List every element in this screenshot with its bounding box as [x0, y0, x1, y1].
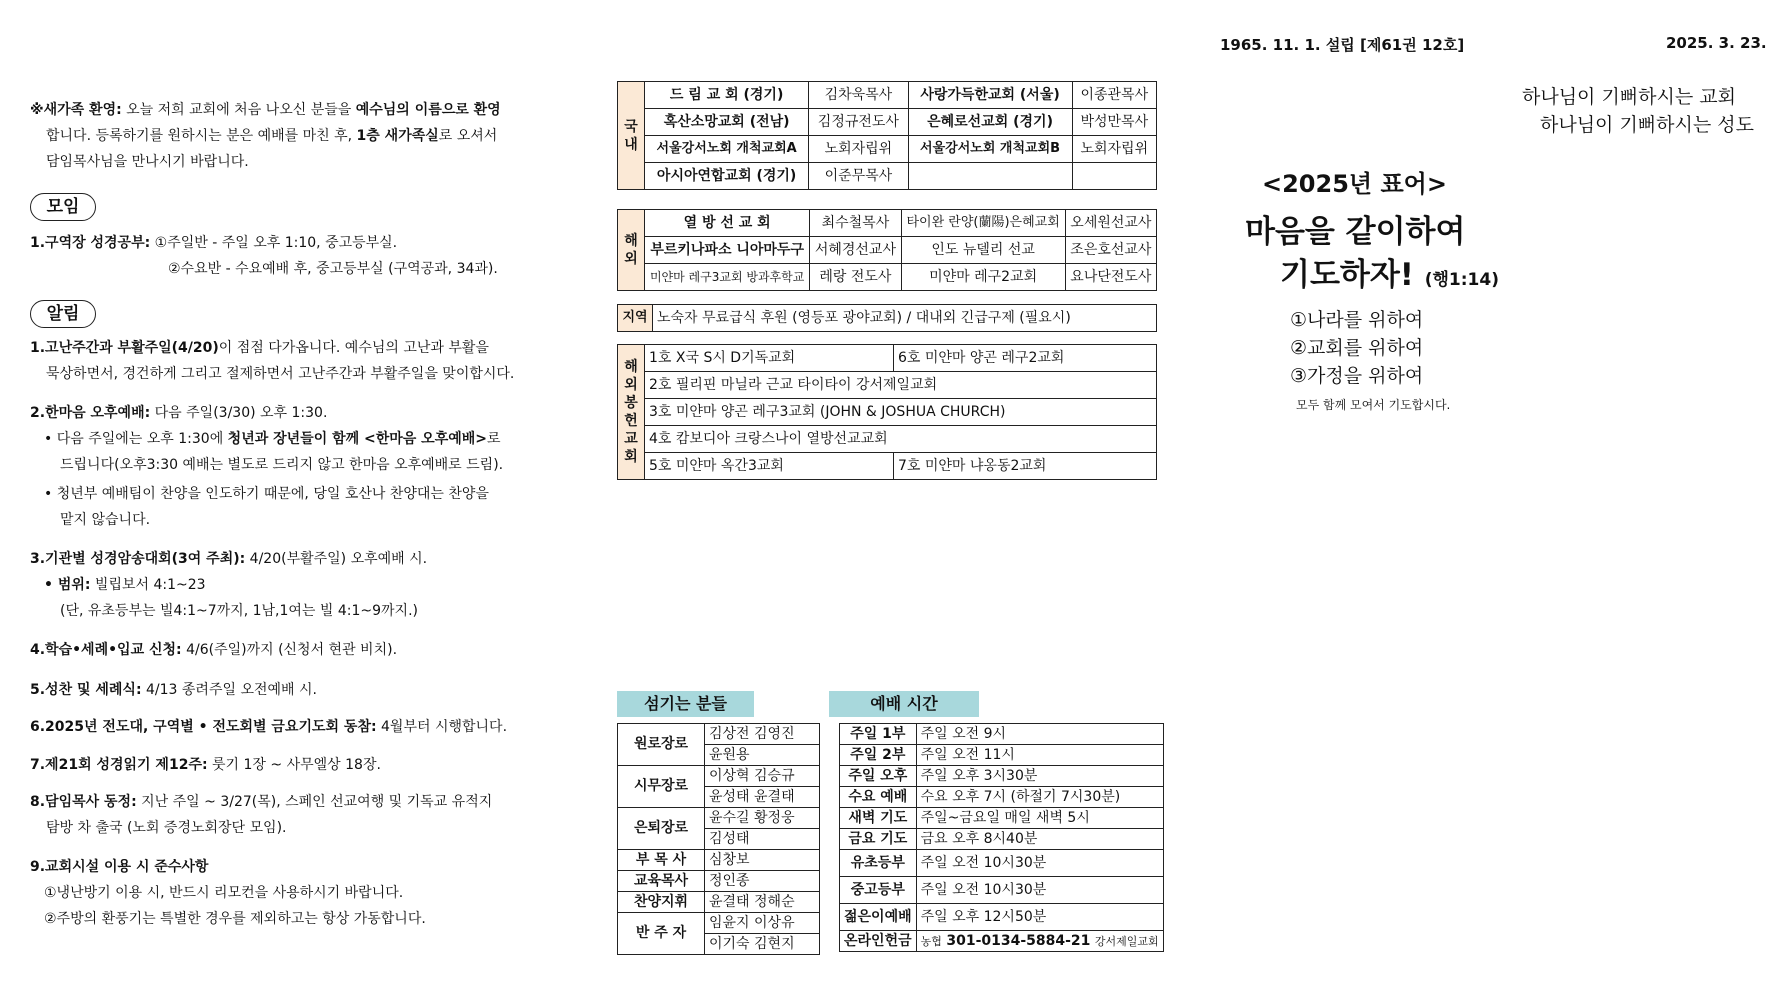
motto-line2: 하나님이 기뻐하시는 성도: [1540, 114, 1754, 136]
notice-3-bullet-line2: (단, 유초등부는 빌4:1~7까지, 1남,1여는 빌 4:1~9까지.): [60, 603, 418, 619]
offering-cell: 3호 미얀마 양곤 레구3교회 (JOHN & JOSHUA CHURCH): [645, 399, 1157, 426]
staff-names: 이상혁 김승규: [705, 766, 820, 787]
worship-time: 주일 오전 9시: [916, 724, 1163, 745]
notice-2-bullet2-line2: 맡지 않습니다.: [60, 512, 151, 528]
staff-names: 윤결태 정해순: [705, 892, 820, 913]
notice-2-bullet1: • 다음 주일에는 오후 1:30에 청년과 장년들이 함께 <한마음 오후예배>로: [44, 431, 501, 447]
notice-3-bullet: • 범위: 빌립보서 4:1~23: [44, 577, 206, 593]
overseas-missions-table: [617, 209, 1157, 291]
worship-time: 주일 오전 10시30분: [916, 850, 1163, 877]
mission-cell: 타이완 란양(蘭陽)은혜교회: [901, 210, 1065, 237]
staff-role: 은퇴장로: [618, 808, 705, 850]
mission-cell: 부르키나파소 니아마두구: [645, 237, 810, 264]
domestic-label: 국내: [618, 82, 645, 190]
notice-8-line2: 탐방 차 출국 (노회 증경노회장단 모임).: [46, 820, 287, 836]
mission-cell: [1072, 163, 1156, 190]
staff-names: 윤성태 윤결태: [705, 787, 820, 808]
staff-names: 심창보: [705, 850, 820, 871]
staff-role: 찬양지휘: [618, 892, 705, 913]
staff-title: 섬기는 분들: [617, 691, 754, 717]
offering-cell: 2호 필리핀 마닐라 근교 타이타이 강서제일교회: [645, 372, 1157, 399]
mission-cell: 드 림 교 회 (경기): [645, 82, 809, 109]
founding-info: 1965. 11. 1. 설립 [제61권 12호]: [1220, 36, 1465, 54]
notices-title: 알림: [30, 300, 96, 328]
staff-names: 정인종: [705, 871, 820, 892]
mission-cell: 혹산소망교회 (전남): [645, 109, 809, 136]
mission-cell: 오세원선교사: [1065, 210, 1156, 237]
worship-name: 수요 예배: [840, 787, 917, 808]
notice-9: 9.교회시설 이용 시 준수사항: [30, 859, 209, 875]
staff-names: 윤수길 황정웅: [705, 808, 820, 829]
worship-name: 젊은이예배: [840, 904, 917, 931]
offering-label: 해외봉헌교회: [618, 345, 645, 480]
prayer-1: ①나라를 위하여: [1290, 309, 1424, 331]
staff-names: 김상전 김영진: [705, 724, 820, 745]
notice-9-b: ②주방의 환풍기는 특별한 경우를 제외하고는 항상 가동합니다.: [44, 911, 426, 927]
worship-name: 새벽 기도: [840, 808, 917, 829]
worship-name: 중고등부: [840, 877, 917, 904]
notice-6: 6.2025년 전도대, 구역별 • 전도회별 금요기도회 동참: 4월부터 시행합니다.: [30, 719, 508, 735]
staff-role: 원로장로: [618, 724, 705, 766]
mission-cell: 사랑가득한교회 (서울): [908, 82, 1072, 109]
worship-table: [839, 723, 1164, 952]
mission-cell: 김차욱목사: [809, 82, 908, 109]
mission-cell: 조은호선교사: [1065, 237, 1156, 264]
offering-churches-table: [617, 344, 1157, 480]
year-motto-main1: 마음을 같이하여: [1245, 214, 1466, 250]
mission-cell: 레랑 전도사: [810, 264, 901, 291]
notice-7: 7.제21회 성경읽기 제12주: 룻기 1장 ~ 사무엘상 18장.: [30, 757, 381, 773]
welcome-line1: ※새가족 환영: 오늘 저희 교회에 처음 나오신 분들을 예수님의 이름으로 환영: [30, 102, 501, 118]
bulletin-date: 2025. 3. 23.: [1666, 34, 1767, 52]
online-offering-account: 농협 301-0134-5884-21 강서제일교회: [916, 931, 1163, 952]
worship-name: 주일 2부: [840, 745, 917, 766]
notice-1: 1.고난주간과 부활주일(4/20)이 점점 다가옵니다. 예수님의 고난과 부활을: [30, 340, 489, 356]
notice-5: 5.성찬 및 세례식: 4/13 종려주일 오전예배 시.: [30, 682, 317, 698]
staff-role: 반 주 자: [618, 913, 705, 955]
offering-cell: 7호 미얀마 냐옹동2교회: [894, 453, 1157, 480]
offering-cell: 6호 미얀마 양곤 레구2교회: [894, 345, 1157, 372]
mission-cell: [908, 163, 1072, 190]
worship-name: 주일 오후: [840, 766, 917, 787]
year-motto-title: <2025년 표어>: [1262, 170, 1447, 198]
prayer-note: 모두 함께 모여서 기도합시다.: [1296, 398, 1451, 412]
mission-cell: 열 방 선 교 회: [645, 210, 810, 237]
staff-role: 부 목 사: [618, 850, 705, 871]
notice-1-line2: 묵상하면서, 경건하게 그리고 절제하면서 고난주간과 부활주일을 맞이합시다.: [46, 366, 515, 382]
worship-time: 수요 오후 7시 (하절기 7시30분): [916, 787, 1163, 808]
worship-name: 주일 1부: [840, 724, 917, 745]
mission-cell: 서울강서노회 개척교회A: [645, 136, 809, 163]
offering-cell: 4호 캄보디아 크랑스나이 열방선교교회: [645, 426, 1157, 453]
meeting-item1-b: ②수요반 - 수요예배 후, 중고등부실 (구역공과, 34과).: [168, 261, 498, 277]
worship-name: 유초등부: [840, 850, 917, 877]
worship-time: 금요 오후 8시40분: [916, 829, 1163, 850]
mission-cell: 미얀마 레구3교회 방과후학교: [645, 264, 810, 291]
region-table: [617, 304, 1157, 332]
mission-cell: 인도 뉴델리 선교: [901, 237, 1065, 264]
mission-cell: 이종관목사: [1072, 82, 1156, 109]
worship-time: 주일 오전 11시: [916, 745, 1163, 766]
staff-names: 윤원용: [705, 745, 820, 766]
region-text: 노숙자 무료급식 후원 (영등포 광야교회) / 대내외 긴급구제 (필요시): [653, 305, 1157, 332]
worship-title: 예배 시간: [829, 691, 979, 717]
mission-cell: 은혜로선교회 (경기): [908, 109, 1072, 136]
prayer-2: ②교회를 위하여: [1290, 337, 1424, 359]
mission-cell: 이준무목사: [809, 163, 908, 190]
staff-names: 김성태: [705, 829, 820, 850]
staff-role: 시무장로: [618, 766, 705, 808]
welcome-line3: 담임목사님을 만나시기 바랍니다.: [46, 154, 249, 170]
offering-cell: 5호 미얀마 옥간3교회: [645, 453, 894, 480]
mission-cell: 아시아연합교회 (경기): [645, 163, 809, 190]
notice-8: 8.담임목사 동정: 지난 주일 ~ 3/27(목), 스페인 선교여행 및 기독교 유적지: [30, 794, 493, 810]
prayer-3: ③가정을 위하여: [1290, 365, 1424, 387]
staff-role: 교육목사: [618, 871, 705, 892]
worship-time: 주일~금요일 매일 새벽 5시: [916, 808, 1163, 829]
notice-2: 2.한마음 오후예배: 다음 주일(3/30) 오후 1:30.: [30, 405, 328, 421]
mission-cell: 노회자립위: [809, 136, 908, 163]
mission-cell: 노회자립위: [1072, 136, 1156, 163]
notice-3: 3.기관별 성경암송대회(3여 주최): 4/20(부활주일) 오후예배 시.: [30, 551, 428, 567]
overseas-label: 해외: [618, 210, 645, 291]
meeting-item1: 1.구역장 성경공부: ①주일반 - 주일 오후 1:10, 중고등부실.: [30, 235, 398, 251]
region-label: 지역: [618, 305, 653, 332]
mission-cell: 최수철목사: [810, 210, 901, 237]
mission-cell: 미얀마 레구2교회: [901, 264, 1065, 291]
mission-cell: 서울강서노회 개척교회B: [908, 136, 1072, 163]
notice-4: 4.학습•세례•입교 신청: 4/6(주일)까지 (신청서 현관 비치).: [30, 642, 398, 658]
worship-time: 주일 오전 10시30분: [916, 877, 1163, 904]
meeting-title: 모임: [30, 193, 96, 221]
welcome-line2: 합니다. 등록하기를 원하시는 분은 예배를 마친 후, 1층 새가족실로 오셔서: [46, 128, 498, 144]
year-motto-main2: 기도하자! (행1:14): [1280, 257, 1499, 293]
staff-table: [617, 723, 820, 955]
worship-time: 주일 오후 12시50분: [916, 904, 1163, 931]
notice-9-a: ①냉난방기 이용 시, 반드시 리모컨을 사용하시기 바랍니다.: [44, 885, 404, 901]
notice-2-bullet1-line2: 드립니다(오후3:30 예배는 별도로 드리지 않고 한마음 오후예배로 드림).: [60, 457, 504, 473]
staff-names: 이기숙 김현지: [705, 934, 820, 955]
online-offering-label: 온라인헌금: [840, 931, 917, 952]
staff-names: 임윤지 이상유: [705, 913, 820, 934]
mission-cell: 요나단전도사: [1065, 264, 1156, 291]
motto-line1: 하나님이 기뻐하시는 교회: [1522, 86, 1736, 108]
mission-cell: 김정규전도사: [809, 109, 908, 136]
notice-2-bullet2: • 청년부 예배팀이 찬양을 인도하기 때문에, 당일 호산나 찬양대는 찬양을: [44, 486, 489, 502]
worship-name: 금요 기도: [840, 829, 917, 850]
offering-cell: 1호 X국 S시 D기독교회: [645, 345, 894, 372]
domestic-missions-table: [617, 81, 1157, 190]
mission-cell: 박성만목사: [1072, 109, 1156, 136]
worship-time: 주일 오후 3시30분: [916, 766, 1163, 787]
mission-cell: 서혜경선교사: [810, 237, 901, 264]
